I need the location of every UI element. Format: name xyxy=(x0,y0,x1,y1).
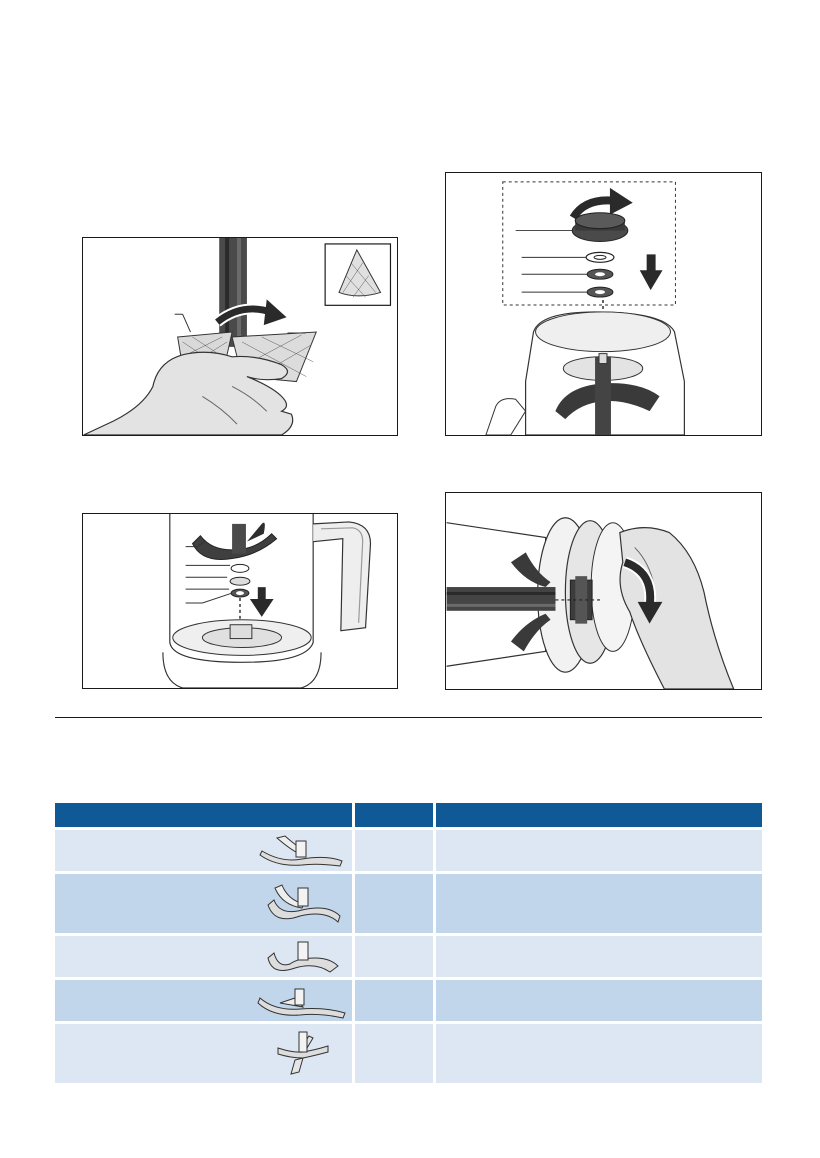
hand-turning-shaft-icon xyxy=(83,238,397,435)
blade-exploded-view-icon xyxy=(446,173,761,435)
cross-blade-icon xyxy=(273,1028,333,1076)
table-row xyxy=(55,933,762,977)
table-cell-use xyxy=(436,977,762,1021)
blade-table xyxy=(55,803,762,1083)
table-cell-use xyxy=(436,1021,762,1083)
table-cell-qty xyxy=(355,933,436,977)
blade-insert-icon xyxy=(83,514,397,688)
table-cell-use xyxy=(436,827,762,871)
table-cell-blade xyxy=(55,871,355,933)
figure-remove-seal xyxy=(82,237,398,436)
table-cell-use xyxy=(436,871,762,933)
table-header-blade xyxy=(55,803,355,827)
table-row xyxy=(55,827,762,871)
table-header-qty xyxy=(355,803,436,827)
table-header-use xyxy=(436,803,762,827)
flat-wide-blade-icon xyxy=(255,983,350,1021)
table-row xyxy=(55,871,762,933)
table-cell-qty xyxy=(355,1021,436,1083)
table-cell-blade xyxy=(55,827,355,871)
curved-blade-icon xyxy=(260,880,345,930)
table-cell-qty xyxy=(355,871,436,933)
flat-blade-icon xyxy=(257,833,347,871)
table-cell-use xyxy=(436,933,762,977)
figure-lock-blade xyxy=(445,492,762,690)
table-cell-blade xyxy=(55,977,355,1021)
table-row xyxy=(55,1021,762,1083)
wave-blade-icon xyxy=(260,938,345,978)
table-header-row xyxy=(55,803,762,827)
table-row xyxy=(55,977,762,1021)
table-cell-blade xyxy=(55,1021,355,1083)
table-cell-qty xyxy=(355,977,436,1021)
section-divider xyxy=(55,717,762,718)
hand-rotating-lock-icon xyxy=(446,493,761,689)
figure-insert-blade xyxy=(82,513,398,689)
figure-assemble-blade-stack xyxy=(445,172,762,436)
table-cell-blade xyxy=(55,933,355,977)
table-cell-qty xyxy=(355,827,436,871)
